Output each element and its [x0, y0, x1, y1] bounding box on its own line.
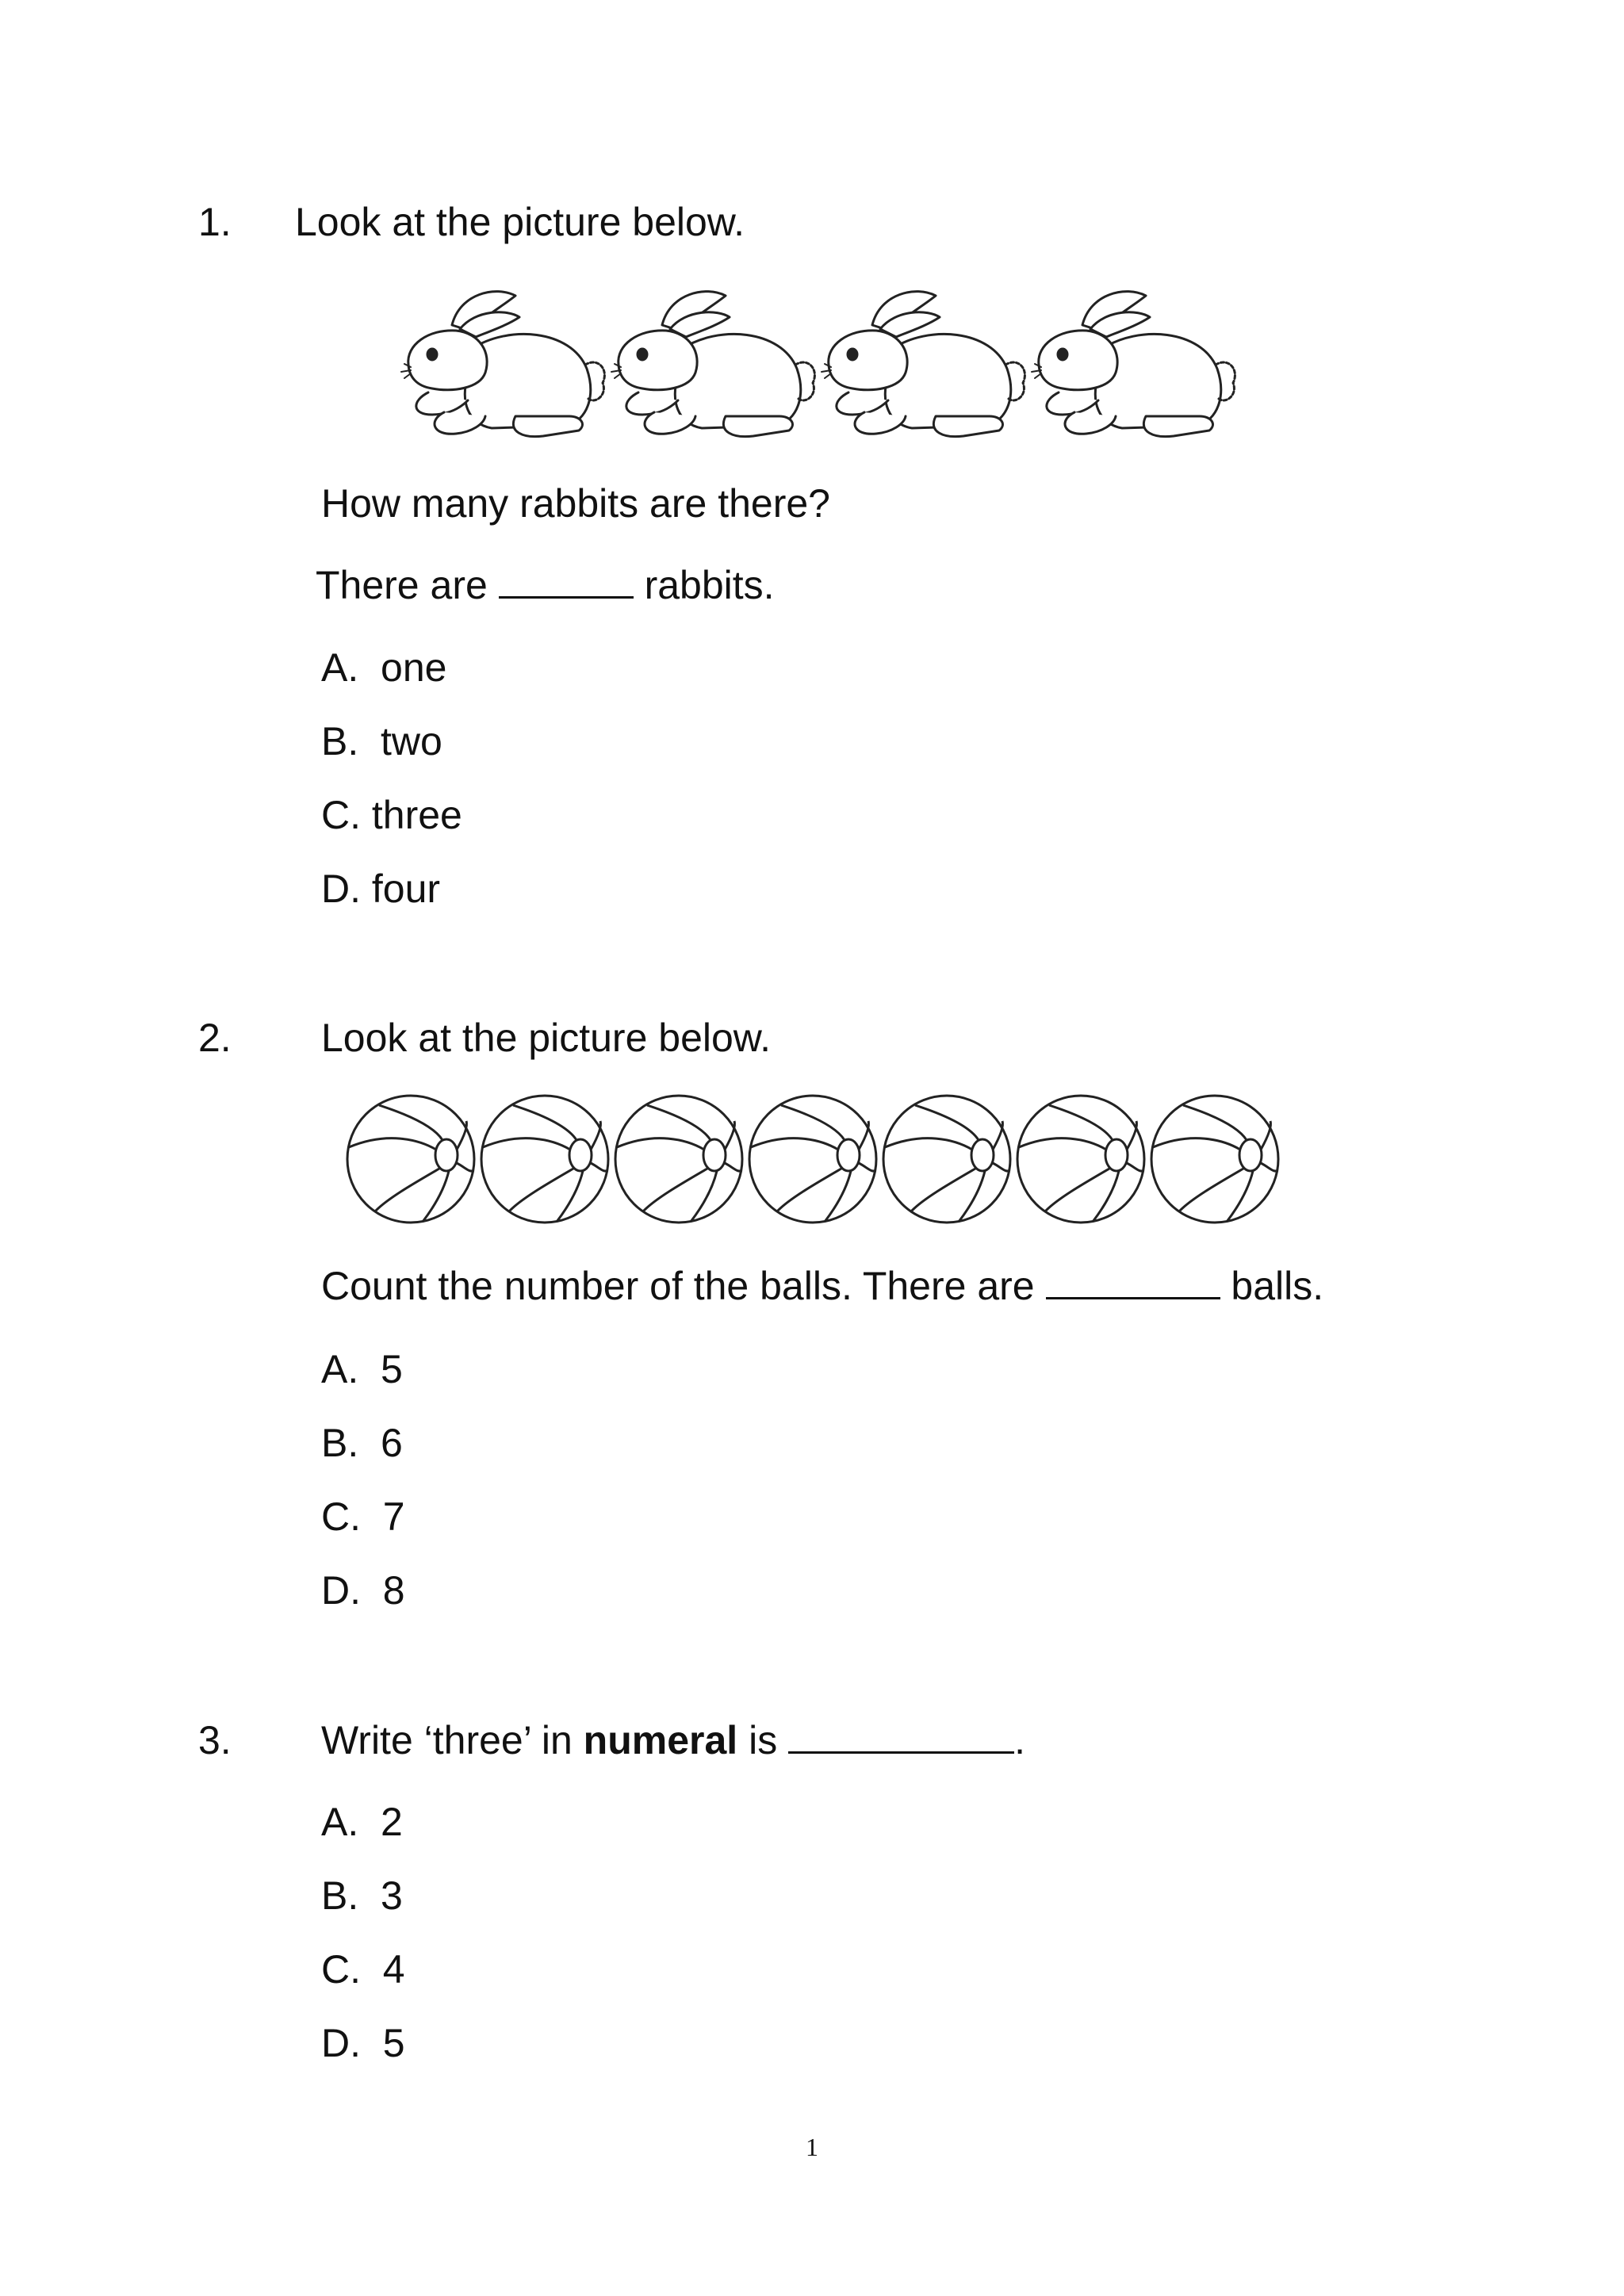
question-3-option-c: C. 4 — [321, 1947, 405, 1992]
prompt-text-mid: is — [737, 1718, 789, 1762]
question-3-option-a: A. 2 — [321, 1800, 403, 1844]
question-1-option-b: B. two — [321, 719, 442, 763]
question-2-instruction: Look at the picture below. — [321, 1016, 772, 1060]
beach-ball-icon — [1017, 1096, 1144, 1223]
question-1-option-a: A. one — [321, 645, 447, 690]
beach-ball-icon — [481, 1096, 608, 1223]
beach-ball-icon — [615, 1096, 742, 1223]
question-3-prompt — [321, 1716, 1025, 1764]
prompt-text-before: Count the number of the balls. There are — [321, 1264, 1046, 1308]
prompt-text-after: balls. — [1220, 1264, 1324, 1308]
answer-blank — [1046, 1265, 1220, 1299]
question-2-option-b: B. 6 — [321, 1421, 403, 1465]
beach-ball-icon — [347, 1096, 474, 1223]
question-3-number: 3. — [198, 1718, 232, 1762]
beach-ball-icon — [1151, 1096, 1278, 1223]
balls-picture — [345, 1090, 1289, 1229]
question-1-instruction: Look at the picture below. — [295, 200, 745, 244]
prompt-text-before: There are — [316, 563, 499, 607]
question-1-number: 1. — [198, 200, 232, 244]
answer-blank — [788, 1720, 1014, 1754]
question-2-option-c: C. 7 — [321, 1494, 405, 1539]
prompt-text-after: . — [1014, 1718, 1025, 1762]
beach-ball-icon — [883, 1096, 1010, 1223]
question-2-option-a: A. 5 — [321, 1347, 403, 1391]
question-1-option-c: C. three — [321, 793, 462, 837]
rabbit-icon — [401, 292, 604, 437]
rabbits-picture — [396, 281, 1237, 440]
question-2-number: 2. — [198, 1016, 232, 1060]
rabbit-icon — [822, 292, 1025, 437]
question-1-question: How many rabbits are there? — [321, 481, 830, 526]
prompt-text-before: Write ‘three’ in — [321, 1718, 584, 1762]
answer-blank — [499, 564, 634, 599]
rabbit-icon — [1032, 292, 1235, 437]
question-1-prompt — [316, 561, 775, 609]
prompt-text-after: rabbits. — [633, 563, 775, 607]
question-2-prompt — [321, 1262, 1323, 1310]
question-3-option-b: B. 3 — [321, 1873, 403, 1918]
page-number: 1 — [806, 2133, 818, 2161]
rabbit-icon — [611, 292, 814, 437]
question-1-option-d: D. four — [321, 867, 441, 911]
beach-ball-icon — [749, 1096, 876, 1223]
question-3-option-d: D. 5 — [321, 2021, 405, 2065]
prompt-bold-word: numeral — [583, 1718, 738, 1762]
question-2-option-d: D. 8 — [321, 1568, 405, 1613]
